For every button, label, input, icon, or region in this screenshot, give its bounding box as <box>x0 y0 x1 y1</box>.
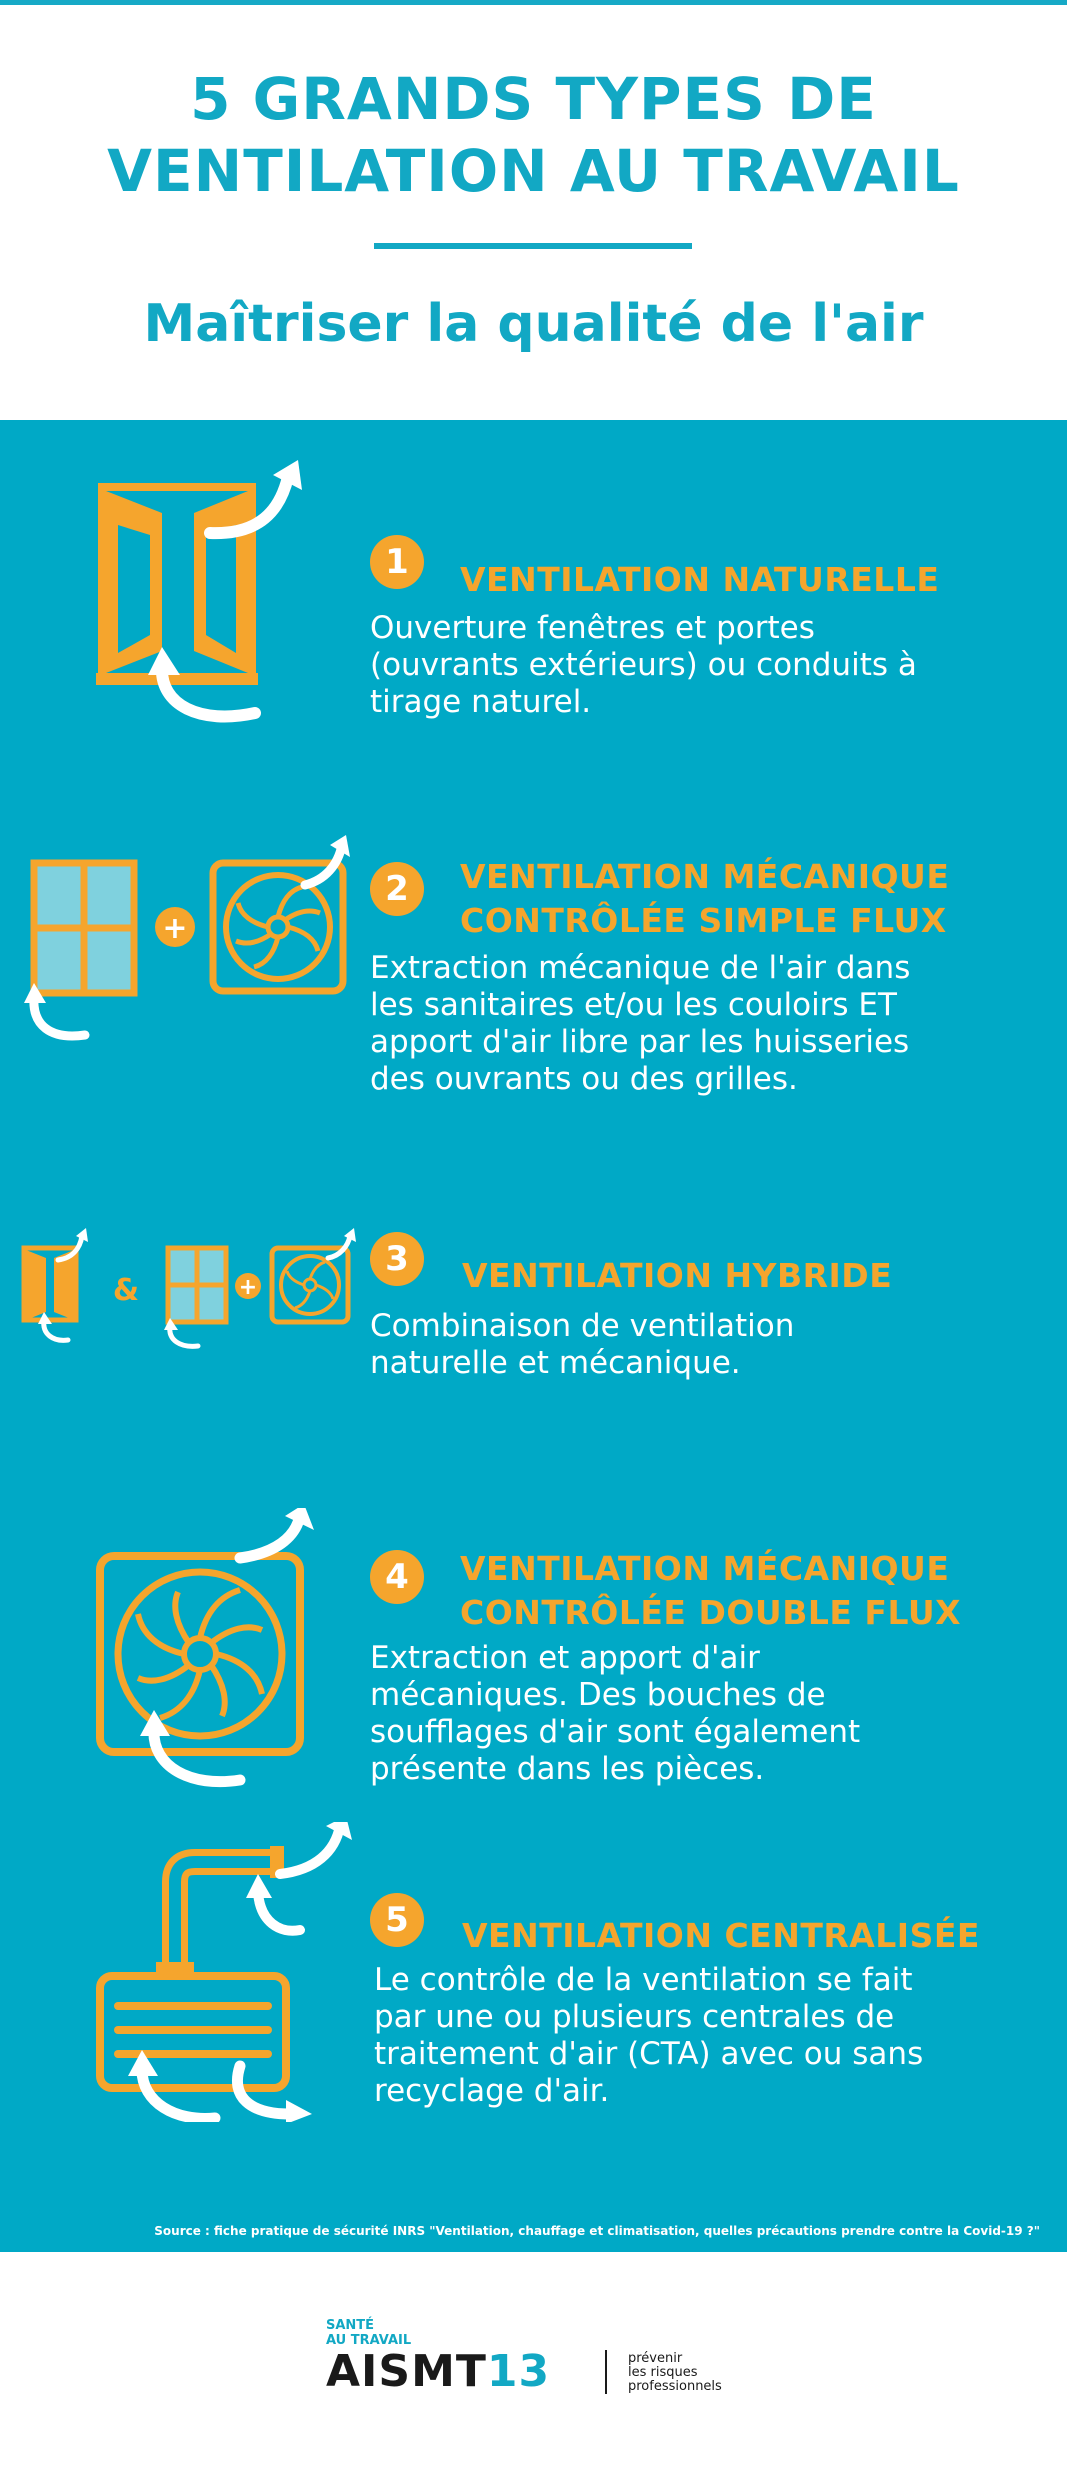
step-badge-3: 3 <box>370 1232 424 1286</box>
logo-text: AISMT <box>326 2346 487 2397</box>
item-2-desc-line: Extraction mécanique de l'air dans <box>370 950 911 986</box>
source-citation: Source : fiche pratique de sécurité INRS "Ventilation, chauffage et climatisation, quelles précautions prendre contre la Covid-19 ?" <box>154 2224 1040 2238</box>
tagline-line-3: professionnels <box>628 2379 722 2394</box>
air-handling-unit-icon <box>90 1822 390 2122</box>
tagline-line-2: les risques <box>628 2365 698 2380</box>
plus-sign: + <box>238 1275 258 1300</box>
item-2-title-line-1: VENTILATION MÉCANIQUE <box>460 857 950 896</box>
item-4-description <box>370 1640 1010 1788</box>
item-5-desc-line: recyclage d'air. <box>374 2073 610 2109</box>
step-badge-1: 1 <box>370 535 424 589</box>
item-5-desc-line: Le contrôle de la ventilation se fait <box>374 1962 913 1998</box>
item-4-title-line-2: CONTRÔLÉE DOUBLE FLUX <box>460 1593 962 1632</box>
item-3-description <box>370 1308 1010 1382</box>
sante-au-travail-label <box>326 2318 411 2348</box>
item-1-desc-line: (ouvrants extérieurs) ou conduits à <box>370 647 917 683</box>
item-1-desc-line: tirage naturel. <box>370 684 592 720</box>
step-badge-5: 5 <box>370 1893 424 1947</box>
item-3-desc-line: Combinaison de ventilation <box>370 1308 795 1344</box>
item-4-desc-line: mécaniques. Des bouches de <box>370 1677 826 1713</box>
open-window-icon <box>90 455 320 735</box>
sante-line-2: AU TRAVAIL <box>326 2333 412 2348</box>
item-4-desc-line: Extraction et apport d'air <box>370 1640 760 1676</box>
step-badge-4: 4 <box>370 1550 424 1604</box>
item-4-desc-line: soufflages d'air sont également <box>370 1714 861 1750</box>
item-3-title: VENTILATION HYBRIDE <box>462 1256 893 1295</box>
item-2-desc-line: apport d'air libre par les huisseries <box>370 1024 910 1060</box>
item-2-title-line-2: CONTRÔLÉE SIMPLE FLUX <box>460 901 947 940</box>
item-4-desc-line: présente dans les pièces. <box>370 1751 765 1787</box>
logo-tagline <box>628 2352 722 2394</box>
item-1-title: VENTILATION NATURELLE <box>460 560 940 599</box>
item-5-description <box>374 1962 1034 2110</box>
item-4-title-line-1: VENTILATION MÉCANIQUE <box>460 1549 950 1588</box>
item-2-desc-line: des ouvrants ou des grilles. <box>370 1061 798 1097</box>
fan-icon <box>90 1508 350 1788</box>
tagline-line-1: prévenir <box>628 2351 683 2366</box>
window-plus-fan-icon <box>20 835 360 1050</box>
item-5-title: VENTILATION CENTRALISÉE <box>462 1916 980 1955</box>
item-1-desc-line: Ouverture fenêtres et portes <box>370 610 815 646</box>
item-2-description <box>370 950 1030 1098</box>
item-1-description <box>370 610 1010 721</box>
aismt13-logo <box>326 2348 550 2396</box>
ampersand: & <box>112 1273 140 1308</box>
page-subtitle: Maîtriser la qualité de l'air <box>143 294 924 354</box>
plus-sign: + <box>162 911 188 946</box>
title-line-2: VENTILATION AU TRAVAIL <box>107 137 960 205</box>
item-2-title <box>460 855 949 943</box>
item-5-desc-line: par une ou plusieurs centrales de <box>374 1999 895 2035</box>
header <box>0 5 1067 420</box>
item-3-desc-line: naturelle et mécanique. <box>370 1345 741 1381</box>
page-title <box>0 63 1067 207</box>
item-2-desc-line: les sanitaires et/ou les couloirs ET <box>370 987 897 1023</box>
item-4-title <box>460 1547 961 1635</box>
item-5-desc-line: traitement d'air (CTA) avec ou sans <box>374 2036 924 2072</box>
title-line-1: 5 GRANDS TYPES DE <box>190 65 877 133</box>
logo-separator <box>605 2350 607 2394</box>
title-divider <box>374 243 692 249</box>
step-badge-2: 2 <box>370 862 424 916</box>
sante-line-1: SANTÉ <box>326 2318 375 2333</box>
hybrid-ventilation-icon <box>18 1228 358 1358</box>
logo-number: 13 <box>486 2346 551 2397</box>
